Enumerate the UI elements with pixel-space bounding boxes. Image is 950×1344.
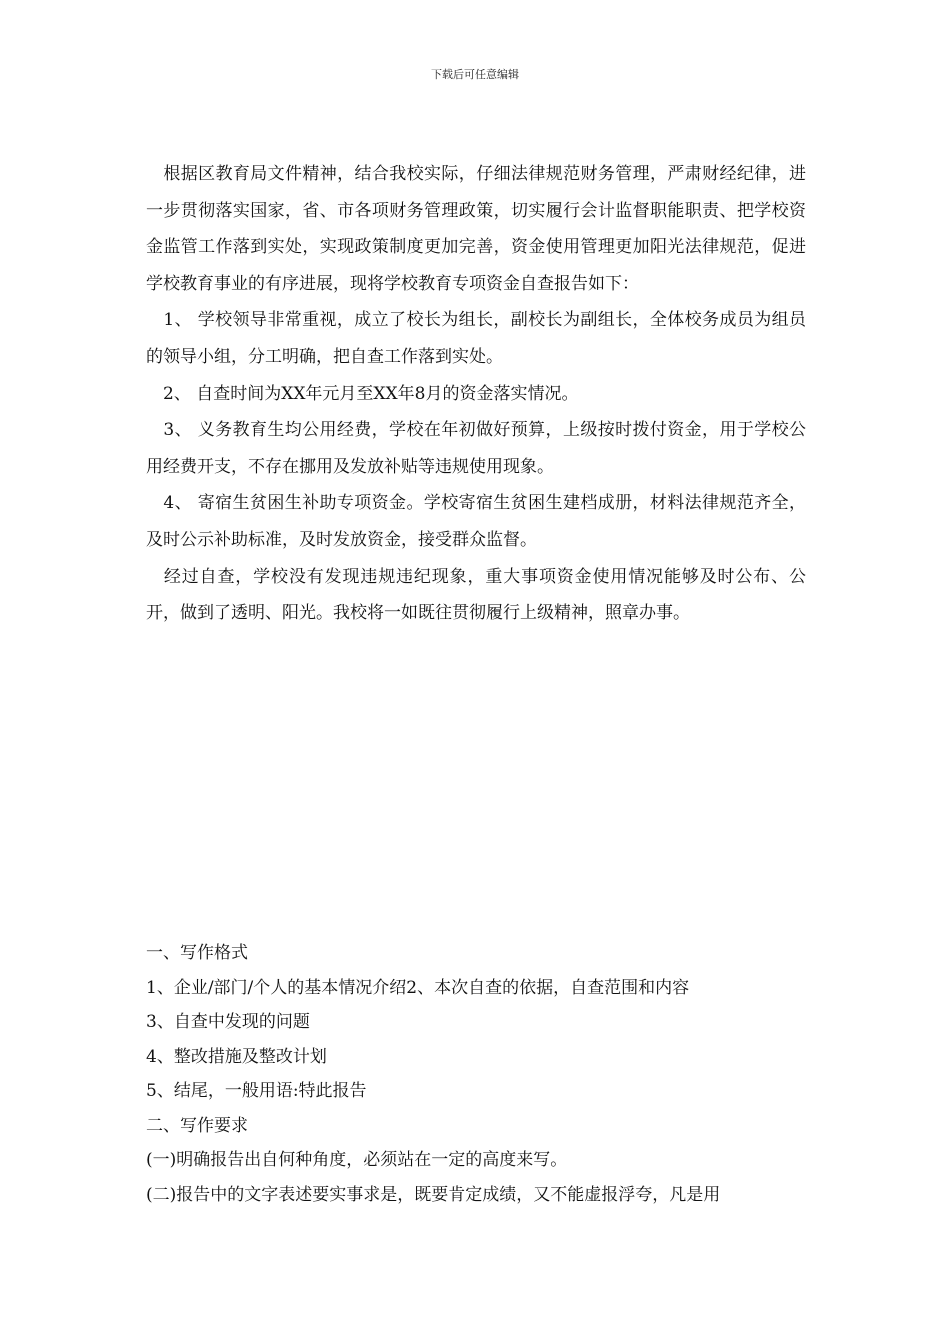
guide-line: (二)报告中的文字表述要实事求是，既要肯定成绩，又不能虚报浮夸，凡是用: [146, 1184, 721, 1205]
item-2-paragraph: 2、 自查时间为XX年元月至XX年8月的资金落实情况。: [146, 383, 579, 404]
conclusion-paragraph: 经过自查，学校没有发现违规违纪现象，重大事项资金使用情况能够及时公布、公开，做到了透明、阳光。我校将一如既往贯彻履行上级精神，照章办事。: [146, 566, 806, 624]
section-heading-requirements: 二、写作要求: [146, 1115, 248, 1136]
guide-line: 3、自查中发现的问题: [146, 1012, 310, 1032]
intro-paragraph: 根据区教育局文件精神，结合我校实际，仔细法律规范财务管理，严肃财经纪律，进一步贯彻落实国家，省、市各项财务管理政策，切实履行会计监督职能职责、把学校资金监管工作落到实处，实现政策制度更加完善，资金使用管理更加阳光法律规范，促进学校教育事业的有序进展，现将学校教育专项资金自查报告如下：: [146, 164, 806, 294]
guide-line: 4、整改措施及整改计划: [146, 1046, 327, 1067]
item-3-paragraph: 3、 义务教育生均公用经费，学校在年初做好预算，上级按时拨付资金，用于学校公用经费开支，不存在挪用及发放补贴等违规使用现象。: [146, 420, 806, 477]
report-body: [146, 156, 806, 632]
guide-line: 5、结尾，一般用语:特此报告: [146, 1081, 367, 1101]
writing-guide: [146, 936, 811, 1212]
item-4-paragraph: 4、 寄宿生贫困生补助专项资金。学校寄宿生贫困生建档成册，材料法律规范齐全，及时公示补助标准，及时发放资金，接受群众监督。: [146, 493, 806, 550]
guide-line: 1、企业/部门/个人的基本情况介绍2、本次自查的依据，自查范围和内容: [146, 977, 690, 998]
item-1-paragraph: 1、 学校领导非常重视，成立了校长为组长，副校长为副组长，全体校务成员为组员的领导小组，分工明确，把自查工作落到实处。: [146, 310, 806, 367]
page-header: 下载后可任意编辑: [431, 68, 519, 81]
guide-line: (一)明确报告出自何种角度，必须站在一定的高度来写。: [146, 1150, 568, 1170]
section-heading-format: 一、写作格式: [146, 943, 248, 963]
